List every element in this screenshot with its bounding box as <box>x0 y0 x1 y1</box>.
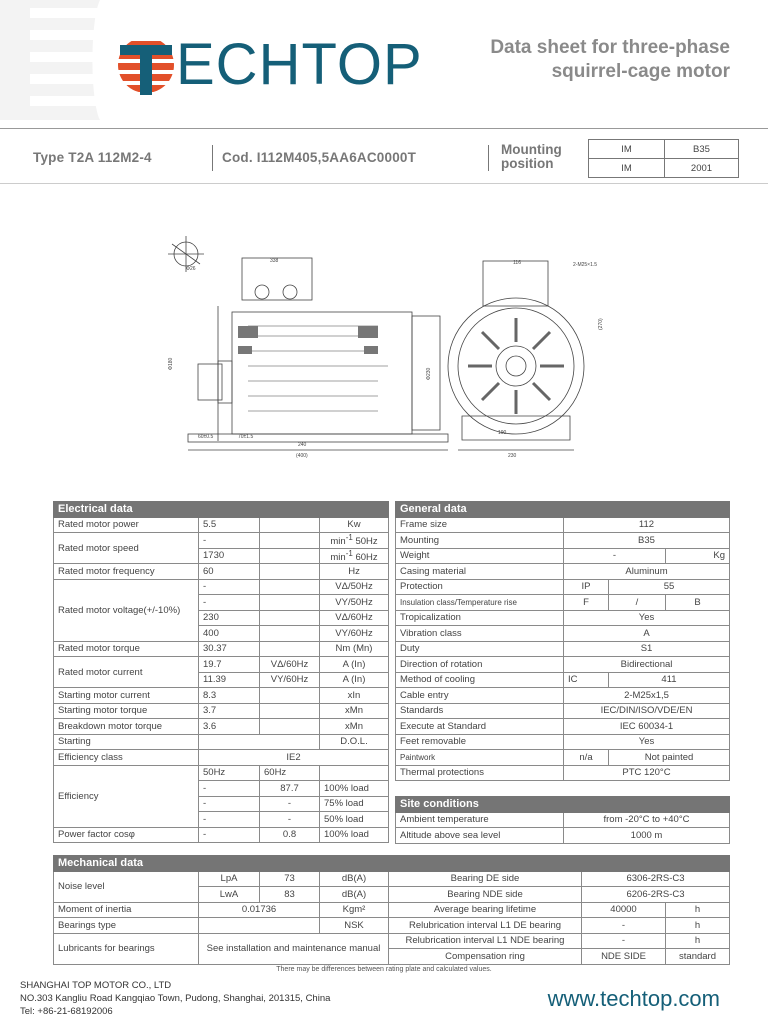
table-row: Protection IP 55 <box>396 579 730 595</box>
table-row: Weight - Kg <box>396 548 730 564</box>
table-row: Rated motor voltage(+/-10%) - VΔ/50Hz <box>54 579 389 595</box>
table-row: Duty S1 <box>396 641 730 657</box>
side-view <box>168 258 448 459</box>
table-row: Frame size 112 <box>396 517 730 533</box>
table-row: Execute at Standard IEC 60034-1 <box>396 719 730 735</box>
table-row: Standards IEC/DIN/ISO/VDE/EN <box>396 703 730 719</box>
general-data-table <box>395 501 730 781</box>
table-row: Breakdown motor torque 3.6 xMn <box>54 719 389 735</box>
title-line-2: squirrel-cage motor <box>551 61 730 82</box>
section-header: General data <box>396 502 730 518</box>
svg-text:Φ26: Φ26 <box>186 266 196 272</box>
table-row: Casing material Aluminum <box>396 564 730 580</box>
table-row: Vibration class A <box>396 626 730 642</box>
table-row: Direction of rotation Bidirectional <box>396 657 730 673</box>
table-row: Cable entry 2-M25x1,5 <box>396 688 730 704</box>
table-row: Paintwork n/a Not painted <box>396 750 730 766</box>
section-header: Electrical data <box>54 502 389 518</box>
key-detail <box>168 236 204 272</box>
svg-text:190: 190 <box>498 430 507 436</box>
document-title <box>490 36 730 84</box>
table-row: Efficiency 50Hz 60Hz <box>54 765 389 781</box>
watermark-graphic <box>0 0 110 120</box>
company-address: SHANGHAI TOP MOTOR CO., LTD NO.303 Kangliu Road Kangqiao Town, Pudong, Shanghai, 201315, China Tel: +86-21-68192006 <box>20 980 331 1017</box>
type-header <box>0 128 768 184</box>
table-row: Power factor cosφ - 0.8 100% load <box>54 827 389 843</box>
table-row: 230 VΔ/60Hz <box>54 610 389 626</box>
table-row: - 87.7 100% load <box>54 781 389 797</box>
logo-text: ECHTOP <box>176 32 423 97</box>
table-row: Tropicalization Yes <box>396 610 730 626</box>
table-row: LwA 83 dB(A) Bearing NDE side 6206-2RS-C3 <box>54 887 730 903</box>
svg-text:240: 240 <box>298 442 307 448</box>
svg-text:(270): (270) <box>598 318 604 330</box>
mounting-table: IM B35 IM 2001 <box>588 139 739 178</box>
svg-text:Φ180: Φ180 <box>168 357 174 370</box>
table-row: Rated motor frequency 60 Hz <box>54 564 389 580</box>
table-row: Mounting B35 <box>396 533 730 549</box>
svg-text:60±0.5: 60±0.5 <box>198 434 214 440</box>
website-link[interactable]: www.techtop.com <box>547 986 720 1011</box>
table-row: Altitude above sea level 1000 m <box>396 828 730 844</box>
svg-text:116: 116 <box>513 260 521 266</box>
section-header: Mechanical data <box>54 856 730 872</box>
svg-text:Φ230: Φ230 <box>426 367 432 380</box>
mounting-position-label: Mounting position <box>501 142 562 171</box>
table-row: Starting motor torque 3.7 xMn <box>54 703 389 719</box>
table-row: - - 50% load <box>54 812 389 828</box>
table-row: Moment of inertia 0.01736 Kgm² Average bearing lifetime 40000 h <box>54 902 730 918</box>
table-row: Compensation ring NDE SIDE standard <box>54 949 730 965</box>
table-row: Thermal protections PTC 120°C <box>396 765 730 781</box>
title-line-1: Data sheet for three-phase <box>490 37 730 58</box>
techtop-logo <box>116 30 426 100</box>
site-conditions-table <box>395 796 730 844</box>
motor-code: Cod. I112M405,5AA6AC0000T <box>222 150 417 165</box>
table-row: Starting motor current 8.3 xIn <box>54 688 389 704</box>
divider <box>212 145 213 171</box>
divider <box>488 145 489 171</box>
electrical-data-table <box>53 501 389 843</box>
table-row: Feet removable Yes <box>396 734 730 750</box>
motor-dimension-drawing <box>158 216 618 466</box>
table-row: Insulation class/Temperature rise F / B <box>396 595 730 611</box>
logo-mark-icon <box>116 35 176 95</box>
section-header: Site conditions <box>396 797 730 813</box>
table-row: Rated motor torque 30.37 Nm (Mn) <box>54 641 389 657</box>
mechanical-data-table <box>53 855 730 965</box>
table-row: Method of cooling IC 411 <box>396 672 730 688</box>
table-row: 400 VY/60Hz <box>54 626 389 642</box>
table-row: Rated motor speed - $\min^{-1} 50Hz$ <box>54 533 389 549</box>
table-row: - VY/50Hz <box>54 595 389 611</box>
disclaimer-note: There may be differences between rating plate and calculated values. <box>276 966 492 973</box>
table-row: Ambient temperature from -20°C to +40°C <box>396 812 730 828</box>
svg-text:(400): (400) <box>296 453 308 459</box>
svg-text:230: 230 <box>508 453 517 459</box>
table-row: 1730 $\min^{-1} 60Hz$ <box>54 548 389 564</box>
table-row: Rated motor current 19.7 VΔ/60Hz A (In) <box>54 657 389 673</box>
svg-text:70±1.5: 70±1.5 <box>238 434 254 440</box>
table-row: Rated motor power 5.5 Kw <box>54 517 389 533</box>
table-row: Noise level LpA 73 dB(A) Bearing DE side 6306-2RS-C3 <box>54 871 730 887</box>
table-row: Efficiency class IE2 <box>54 750 389 766</box>
svg-text:338: 338 <box>270 258 279 264</box>
front-view <box>448 260 604 459</box>
svg-text:2-M25×1.5: 2-M25×1.5 <box>573 262 598 268</box>
table-row: Starting D.O.L. <box>54 734 389 750</box>
table-row: 11.39 VY/60Hz A (In) <box>54 672 389 688</box>
table-row: Bearings type NSK Relubrication interval L1 DE bearing - h <box>54 918 730 934</box>
table-row: Lubricants for bearings See installation and maintenance manual Relubrication interval L1 NDE bearing - h <box>54 933 730 949</box>
motor-type: Type T2A 112M2-4 <box>33 150 152 165</box>
table-row: - - 75% load <box>54 796 389 812</box>
